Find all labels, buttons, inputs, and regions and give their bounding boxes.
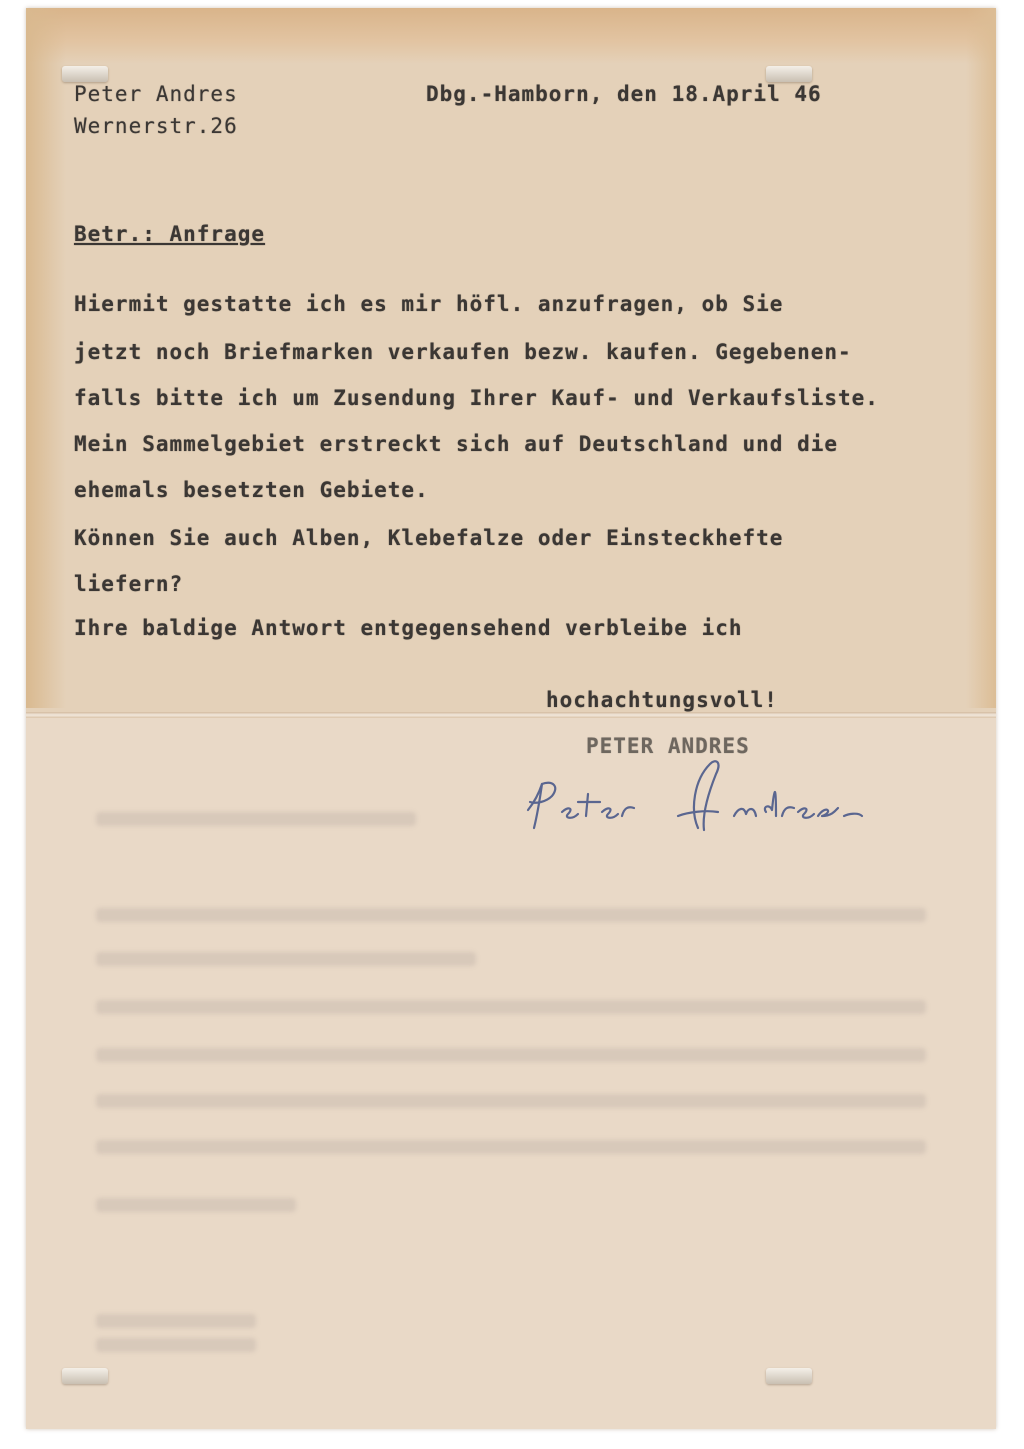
- sender-name: Peter Andres: [74, 82, 238, 106]
- bleed-through-line: [96, 1314, 256, 1328]
- bleed-through-line: [96, 812, 416, 826]
- staple-hole: [62, 66, 108, 82]
- bleed-through-line: [96, 1140, 926, 1154]
- body-line: Ihre baldige Antwort entgegensehend verbleibe ich: [74, 616, 743, 640]
- body-line: Können Sie auch Alben, Klebefalze oder Einsteckhefte: [74, 526, 784, 550]
- paper-fold: [26, 712, 996, 718]
- typed-signature: PETER ANDRES: [586, 734, 750, 758]
- letter-sheet: [26, 8, 996, 1429]
- bleed-through-line: [96, 1094, 926, 1108]
- body-line: jetzt noch Briefmarken verkaufen bezw. kaufen. Gegebenen-: [74, 340, 852, 364]
- closing: hochachtungsvoll!: [546, 688, 778, 712]
- body-line: ehemals besetzten Gebiete.: [74, 478, 429, 502]
- sender-street: Wernerstr.26: [74, 114, 238, 138]
- place-and-date: Dbg.-Hamborn, den 18.April 46: [426, 82, 822, 106]
- bleed-through-line: [96, 1000, 926, 1014]
- bleed-through-line: [96, 908, 926, 922]
- body-line: liefern?: [74, 572, 184, 596]
- staple-hole: [766, 66, 812, 82]
- bleed-through-line: [96, 1338, 256, 1352]
- staple-hole: [766, 1368, 812, 1384]
- paper-stain-top: [26, 8, 996, 64]
- handwritten-signature: [518, 750, 908, 860]
- letter-subject: Betr.: Anfrage: [74, 222, 266, 246]
- bleed-through-line: [96, 1048, 926, 1062]
- staple-hole: [62, 1368, 108, 1384]
- paper-stain-left: [26, 8, 66, 708]
- body-line: Hiermit gestatte ich es mir höfl. anzufragen, ob Sie: [74, 292, 784, 316]
- body-line: Mein Sammelgebiet erstreckt sich auf Deutschland und die: [74, 432, 839, 456]
- bleed-through-line: [96, 952, 476, 966]
- bleed-through-line: [96, 1198, 296, 1212]
- body-line: falls bitte ich um Zusendung Ihrer Kauf- und Verkaufsliste.: [74, 386, 879, 410]
- paper-stain-right: [966, 8, 996, 708]
